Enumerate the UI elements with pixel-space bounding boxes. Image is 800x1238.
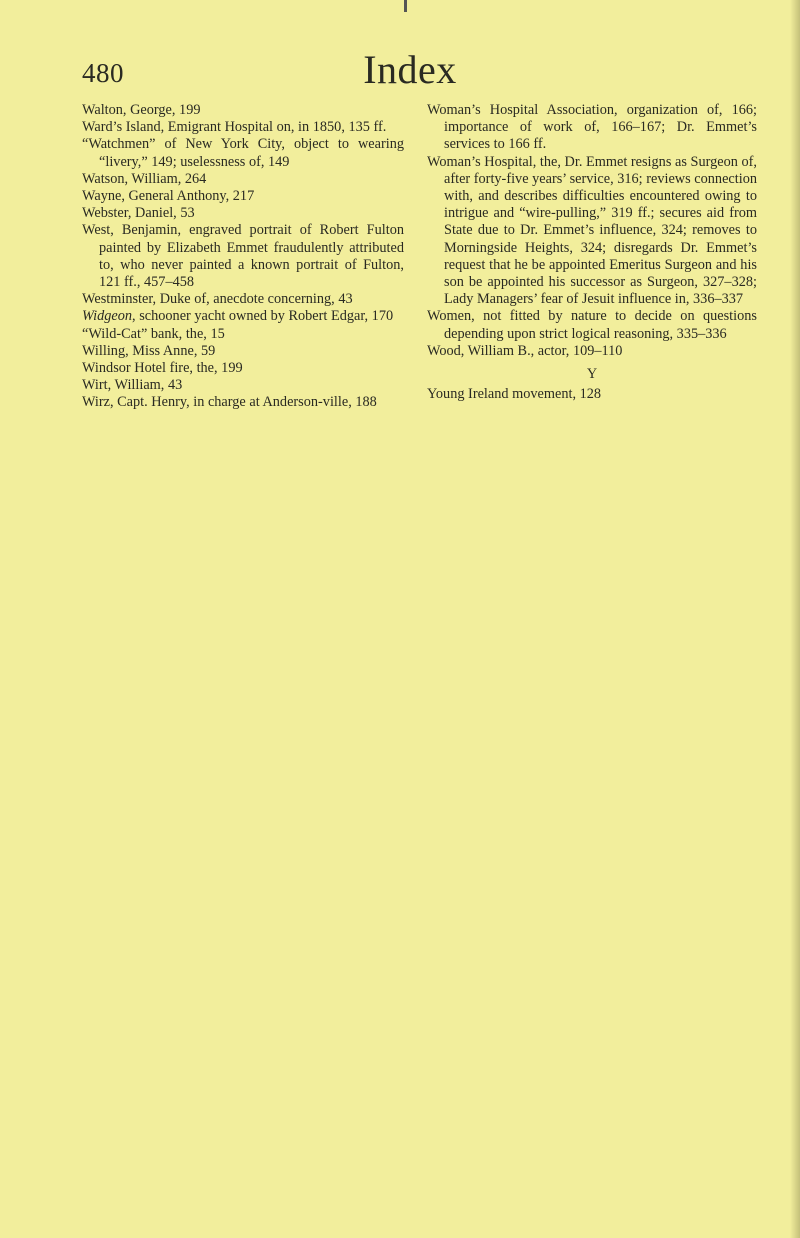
index-entry: Wood, William B., actor, 109–110: [427, 342, 623, 359]
index-entry: Women, not fitted by nature to decide on questions depending upon strict logical reasoning, 335–336: [427, 308, 757, 342]
index-entry: Walton, George, 199: [82, 102, 201, 118]
index-entry: West, Benjamin, engraved portrait of Robert Fulton painted by Elizabeth Emmet fraudulently attributed to, who never painted a known portrait of Fulton, 121 ff., 457–458: [82, 222, 404, 291]
index-entry: Willing, Miss Anne, 59: [82, 342, 216, 359]
page-title: Index: [363, 47, 457, 92]
index-entry: Wirz, Capt. Henry, in charge at Anderson-ville, 188: [82, 394, 377, 411]
index-entry: Webster, Daniel, 53: [82, 205, 195, 222]
index-entry: “Wild-Cat” bank, the, 15: [82, 325, 225, 342]
index-entry: [82, 308, 404, 325]
index-entry: Ward’s Island, Emigrant Hospital on, in 1850, 135 ff.: [82, 119, 387, 136]
section-letter-y: Y: [586, 366, 598, 383]
page-edge-shadow: [790, 0, 800, 1238]
index-entry: Watson, William, 264: [82, 170, 207, 187]
index-column-left: [82, 102, 404, 412]
index-entry: Windsor Hotel fire, the, 199: [82, 360, 243, 377]
index-entry: Wirt, William, 43: [82, 377, 183, 394]
italic-title: Widgeon: [82, 308, 133, 325]
page-number: 480: [82, 58, 124, 88]
index-entry: “Watchmen” of New York City, object to wearing “livery,” 149; uselessness of, 149: [82, 136, 404, 170]
index-column-right: [427, 102, 757, 403]
index-entry: Woman’s Hospital Association, organization of, 166; importance of work of, 166–167; Dr. Emmet’s services to 166 ff.: [427, 102, 757, 153]
index-entry: Westminster, Duke of, anecdote concerning, 43: [82, 291, 353, 308]
index-entry: Young Ireland movement, 128: [427, 386, 602, 403]
top-edge-mark: [404, 0, 407, 12]
index-entry-text: , schooner yacht owned by Robert Edgar, 170: [132, 308, 394, 325]
index-entry: Wayne, General Anthony, 217: [82, 188, 255, 205]
index-entry: Woman’s Hospital, the, Dr. Emmet resigns as Surgeon of, after forty-five years’ service, 316; reviews connection with, and describes difficulties encountered owing to intrigue and “wire-pulling,” 319 ff.; secures aid from State due to Dr. Emmet’s influence, 324; removes to Morningside Heights, 324; disregards Dr. Emmet’s request that he be appointed Emeritus Surgeon and his son be appointed his successor as Surgeon, 327–328; Lady Managers’ fear of Jesuit influence in, 336–337: [427, 153, 757, 308]
